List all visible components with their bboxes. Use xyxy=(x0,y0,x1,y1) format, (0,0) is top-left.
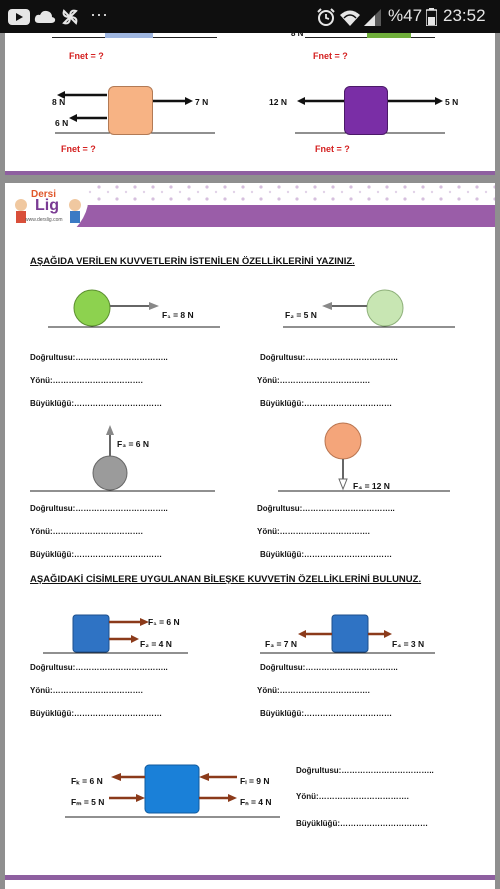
alarm-icon xyxy=(316,7,336,32)
cloud-icon xyxy=(34,9,56,30)
force-label-12n: 12 N xyxy=(269,97,287,107)
dogrultusu-field[interactable]: Doğrultusu:…………………………….. xyxy=(296,766,434,775)
purple-bottom-border xyxy=(5,875,495,880)
force-diagram-f3 xyxy=(30,421,220,495)
fnet-label: Fnet = ? xyxy=(315,144,350,154)
force-label-q2-f3: F₃ = 7 N xyxy=(265,639,298,649)
yonu-field[interactable]: Yönü:……………………………. xyxy=(257,686,370,695)
clock: 23:52 xyxy=(443,6,486,25)
force-label-q2-f4: F₄ = 3 N xyxy=(392,639,425,649)
logo-text-big: Lig xyxy=(35,197,59,214)
worksheet-page-top xyxy=(5,29,495,173)
force-label-q3-fm: Fₘ = 5 N xyxy=(71,797,105,807)
block-partial-green xyxy=(367,33,411,38)
pinwheel-icon xyxy=(60,7,80,32)
derslig-logo xyxy=(13,187,83,229)
block-purple xyxy=(344,86,388,135)
force-diagram-f2 xyxy=(280,285,460,330)
dogrultusu-field[interactable]: Doğrultusu:…………………………….. xyxy=(30,353,168,362)
force-label-8n: 8 N xyxy=(52,97,66,107)
dogrultusu-field[interactable]: Doğrultusu:…………………………….. xyxy=(30,663,168,672)
force-label-f2: F₂ = 5 N xyxy=(285,310,317,320)
worksheet-page-main xyxy=(5,183,495,889)
yonu-field[interactable]: Yönü:……………………………. xyxy=(30,376,143,385)
yonu-field[interactable]: Yönü:……………………………. xyxy=(257,376,370,385)
force-label-q3-fl: Fₗ = 9 N xyxy=(240,776,270,786)
yonu-field[interactable]: Yönü:……………………………. xyxy=(257,527,370,536)
wifi-icon xyxy=(339,7,361,32)
force-diagram-f1 xyxy=(45,285,225,330)
force-label-q3-fk: Fₖ = 6 N xyxy=(71,776,103,786)
dogrultusu-field[interactable]: Doğrultusu:…………………………….. xyxy=(30,504,168,513)
force-label-partial: 8 N xyxy=(291,29,304,38)
buyuklugu-field[interactable]: Büyüklüğü:…………………………… xyxy=(260,399,392,408)
logo-text-top: Dersi xyxy=(31,189,57,200)
force-label-q1-f1: F₁ = 6 N xyxy=(148,617,180,627)
yonu-field[interactable]: Yönü:……………………………. xyxy=(30,527,143,536)
status-bar xyxy=(0,0,500,33)
buyuklugu-field[interactable]: Büyüklüğü:…………………………… xyxy=(30,550,162,559)
block-partial-blue xyxy=(105,33,153,38)
force-label-6n: 6 N xyxy=(55,118,69,128)
yonu-field[interactable]: Yönü:……………………………. xyxy=(30,686,143,695)
net-force-diagram-2 xyxy=(260,609,440,657)
logo-url: www.derslig.com xyxy=(25,217,63,223)
force-label-f3: F₃ = 6 N xyxy=(117,439,150,449)
force-label-q3-fn: Fₙ = 4 N xyxy=(240,797,272,807)
force-label-f4: F₄ = 12 N xyxy=(353,481,390,491)
battery-icon xyxy=(426,8,437,31)
more-indicator: ··· xyxy=(90,4,108,24)
section1-title: AŞAĞIDA VERİLEN KUVVETLERİN İSTENİLEN ÖZELLİKLERİNİ YAZINIZ. xyxy=(30,256,355,267)
dogrultusu-field[interactable]: Doğrultusu:…………………………….. xyxy=(257,504,395,513)
net-force-diagram-3 xyxy=(65,761,285,821)
fnet-label: Fnet = ? xyxy=(61,144,96,154)
battery-percent: %47 xyxy=(388,6,423,25)
dogrultusu-field[interactable]: Doğrultusu:…………………………….. xyxy=(260,353,398,362)
buyuklugu-field[interactable]: Büyüklüğü:…………………………… xyxy=(260,550,392,559)
fnet-label: Fnet = ? xyxy=(313,51,348,61)
force-label-7n: 7 N xyxy=(195,97,209,107)
block-orange xyxy=(108,86,153,135)
buyuklugu-field[interactable]: Büyüklüğü:…………………………… xyxy=(30,399,162,408)
dogrultusu-field[interactable]: Doğrultusu:…………………………….. xyxy=(260,663,398,672)
youtube-icon xyxy=(8,9,30,30)
buyuklugu-field[interactable]: Büyüklüğü:…………………………… xyxy=(260,709,392,718)
signal-icon xyxy=(364,7,382,32)
purple-bottom-border xyxy=(5,171,495,175)
yonu-field[interactable]: Yönü:……………………………. xyxy=(296,792,409,801)
fnet-label: Fnet = ? xyxy=(69,51,104,61)
buyuklugu-field[interactable]: Büyüklüğü:…………………………… xyxy=(30,709,162,718)
force-label-q1-f2: F₂ = 4 N xyxy=(140,639,172,649)
force-label-5n: 5 N xyxy=(445,97,459,107)
section2-title: AŞAĞIDAKİ CİSİMLERE UYGULANAN BİLEŞKE KUVVETİN ÖZELLİKLERİNİ BULUNUZ. xyxy=(30,574,422,585)
force-label-f1: F₁ = 8 N xyxy=(162,310,194,320)
buyuklugu-field[interactable]: Büyüklüğü:…………………………… xyxy=(296,819,428,828)
